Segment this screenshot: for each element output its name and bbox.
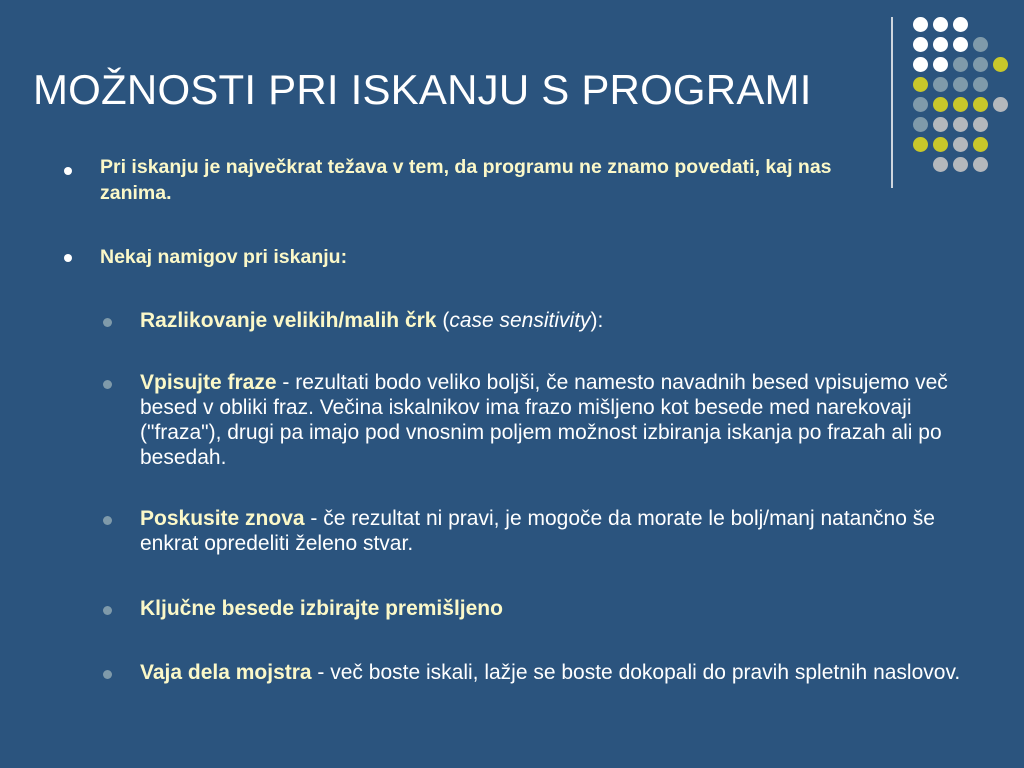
decorative-dot (913, 37, 928, 52)
decorative-dot (933, 57, 948, 72)
sub-bullet-strong: Poskusite znova (140, 507, 305, 530)
decorative-dot (973, 117, 988, 132)
decorative-dot (993, 57, 1008, 72)
sub-bullet-strong: Vpisujte fraze (140, 371, 277, 394)
decorative-dot (953, 17, 968, 32)
sub-bullet-dot (103, 380, 112, 389)
sub-bullet-strong: Razlikovanje velikih/malih črk (140, 309, 437, 332)
sub-bullet-strong: Vaja dela mojstra (140, 661, 312, 684)
decorative-dot (993, 97, 1008, 112)
decorative-dot (933, 157, 948, 172)
decorative-dot (913, 57, 928, 72)
decorative-dot (953, 77, 968, 92)
decorative-dot (933, 77, 948, 92)
sub-bullet-dot (103, 318, 112, 327)
sub-bullet-item (140, 660, 970, 685)
decorative-dot (953, 57, 968, 72)
decorative-dot (973, 77, 988, 92)
decorative-dot (913, 117, 928, 132)
sub-bullet-strong: Ključne besede izbirajte premišljeno (140, 597, 503, 620)
sub-bullet-italic: case sensitivity (449, 309, 591, 332)
decorative-dot (913, 97, 928, 112)
sub-bullet-item (140, 506, 970, 556)
decorative-dot (973, 137, 988, 152)
sub-bullet-dot (103, 670, 112, 679)
decorative-dot (913, 137, 928, 152)
sub-bullet-item (140, 308, 970, 333)
decorative-divider (891, 17, 893, 188)
sub-bullet-text: - rezultati bodo veliko boljši, če namesto navadnih besed vpisujemo več besed v obliki fraz. Večina iskalnikov ima frazo mišljeno kot besede med narekovaji ("fraza"), drugi pa imajo pod vnosnim poljem možnost izbiranja iskanja po frazah ali po besedah. (140, 371, 948, 469)
slide-title: MOŽNOSTI PRI ISKANJU S PROGRAMI (33, 66, 812, 113)
decorative-dot (933, 17, 948, 32)
sub-bullet-item (140, 370, 970, 470)
decorative-dot (913, 17, 928, 32)
sub-bullet-text: ( (436, 309, 450, 332)
decorative-dot (933, 117, 948, 132)
decorative-dot (953, 37, 968, 52)
decorative-dot (913, 77, 928, 92)
decorative-dot (933, 37, 948, 52)
decorative-dot (973, 57, 988, 72)
sub-bullet-dot (103, 516, 112, 525)
decorative-dot (933, 137, 948, 152)
decorative-dot (933, 97, 948, 112)
decorative-dot (973, 97, 988, 112)
bullet-item: Nekaj namigov pri iskanju: (100, 246, 348, 268)
decorative-dot (973, 37, 988, 52)
sub-bullet-dot (103, 606, 112, 615)
bullet-item: Pri iskanju je največkrat težava v tem, da programu ne znamo povedati, kaj nas zanima. (100, 156, 832, 204)
decorative-dot (953, 157, 968, 172)
decorative-dot (953, 117, 968, 132)
bullet-dot (64, 167, 72, 175)
decorative-dot (953, 137, 968, 152)
sub-bullet-item (140, 596, 970, 621)
decorative-dot (953, 97, 968, 112)
sub-bullet-text: ): (590, 309, 604, 332)
sub-bullet-text: - če rezultat ni pravi, je mogoče da morate le bolj/manj natančno še enkrat opredeliti želeno stvar. (140, 507, 935, 555)
decorative-dot (973, 157, 988, 172)
bullet-dot (64, 254, 72, 262)
sub-bullet-text: - več boste iskali, lažje se boste dokopali do pravih spletnih naslovov. (311, 661, 961, 684)
